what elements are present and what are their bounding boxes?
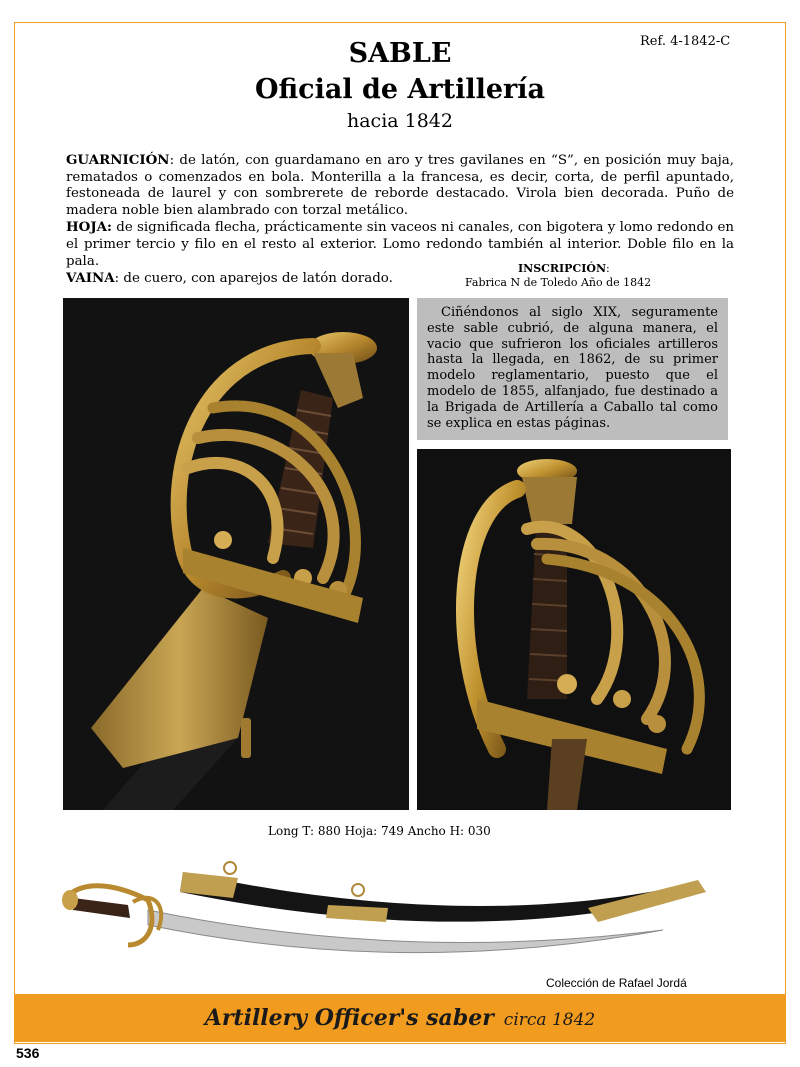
full-sword-illustration [58,850,718,975]
reference-number: Ref. 4-1842-C [640,34,731,49]
banner-subtitle: circa 1842 [503,1010,596,1030]
inscription-label-text: INSCRIPCIÓN [518,262,606,275]
hoja-paragraph [66,219,734,270]
historical-note: Ciñéndonos al siglo XIX, seguramente este sable cubrió, de alguna manera, el vacio que sufrieron los oficiales artilleros hasta la llegada, en 1862, de su primer modelo reglamentario, puesto que el modelo de 1855, alfanjado, fue destinado a la Brigada de Artillería a Caballo tal como se explica en estas páginas. [417,298,728,440]
footer-banner [14,994,786,1042]
hilt-closeup-photo [63,298,409,810]
measurements: Long T: 880 Hoja: 749 Ancho H: 030 [268,824,491,838]
inscription-text: Fabrica N de Toledo Año de 1842 [465,276,652,289]
hoja-label: HOJA: [66,219,112,236]
inscription-colon: : [606,262,610,275]
guarnicion-label: GUARNICIÓN [66,152,170,168]
hilt-side-photo [417,449,731,810]
page-title: SABLE [348,38,452,69]
hilt-closeup-illustration [63,298,409,810]
guarnicion-text: : de latón, con guardamano en aro y tres gavilanes en “S”, en posición muy baja, rematados o comenzados en bola. Monterilla a la francesa, es decir, corta, de perfil apuntado, festoneada de laurel y con sombrerete de reborde destacado. Virola bien decorada. Puño de madera noble bien alambrado con torzal metálico. [66,153,734,218]
hilt-side-illustration [417,449,731,810]
vaina-label: VAINA [66,270,115,287]
page-subtitle: hacia 1842 [346,110,453,132]
guarnicion-paragraph [66,152,734,219]
page-title-line2: Oficial de Artillería [254,74,546,105]
inscription-label [518,262,610,275]
description-block [66,152,734,288]
banner-title: Artillery Officer's saber [204,1005,494,1031]
vaina-text: : de cuero, con aparejos de latón dorado. [114,271,393,287]
collection-credit: Colección de Rafael Jordá [546,976,687,990]
hoja-text: de significada flecha, prácticamente sin vaceos ni canales, con bigotera y lomo redondo en el primer tercio y filo en el resto al exterior. Lomo redondo también al interior. Doble filo en la pala. [66,220,734,269]
page-number: 536 [16,1045,40,1061]
